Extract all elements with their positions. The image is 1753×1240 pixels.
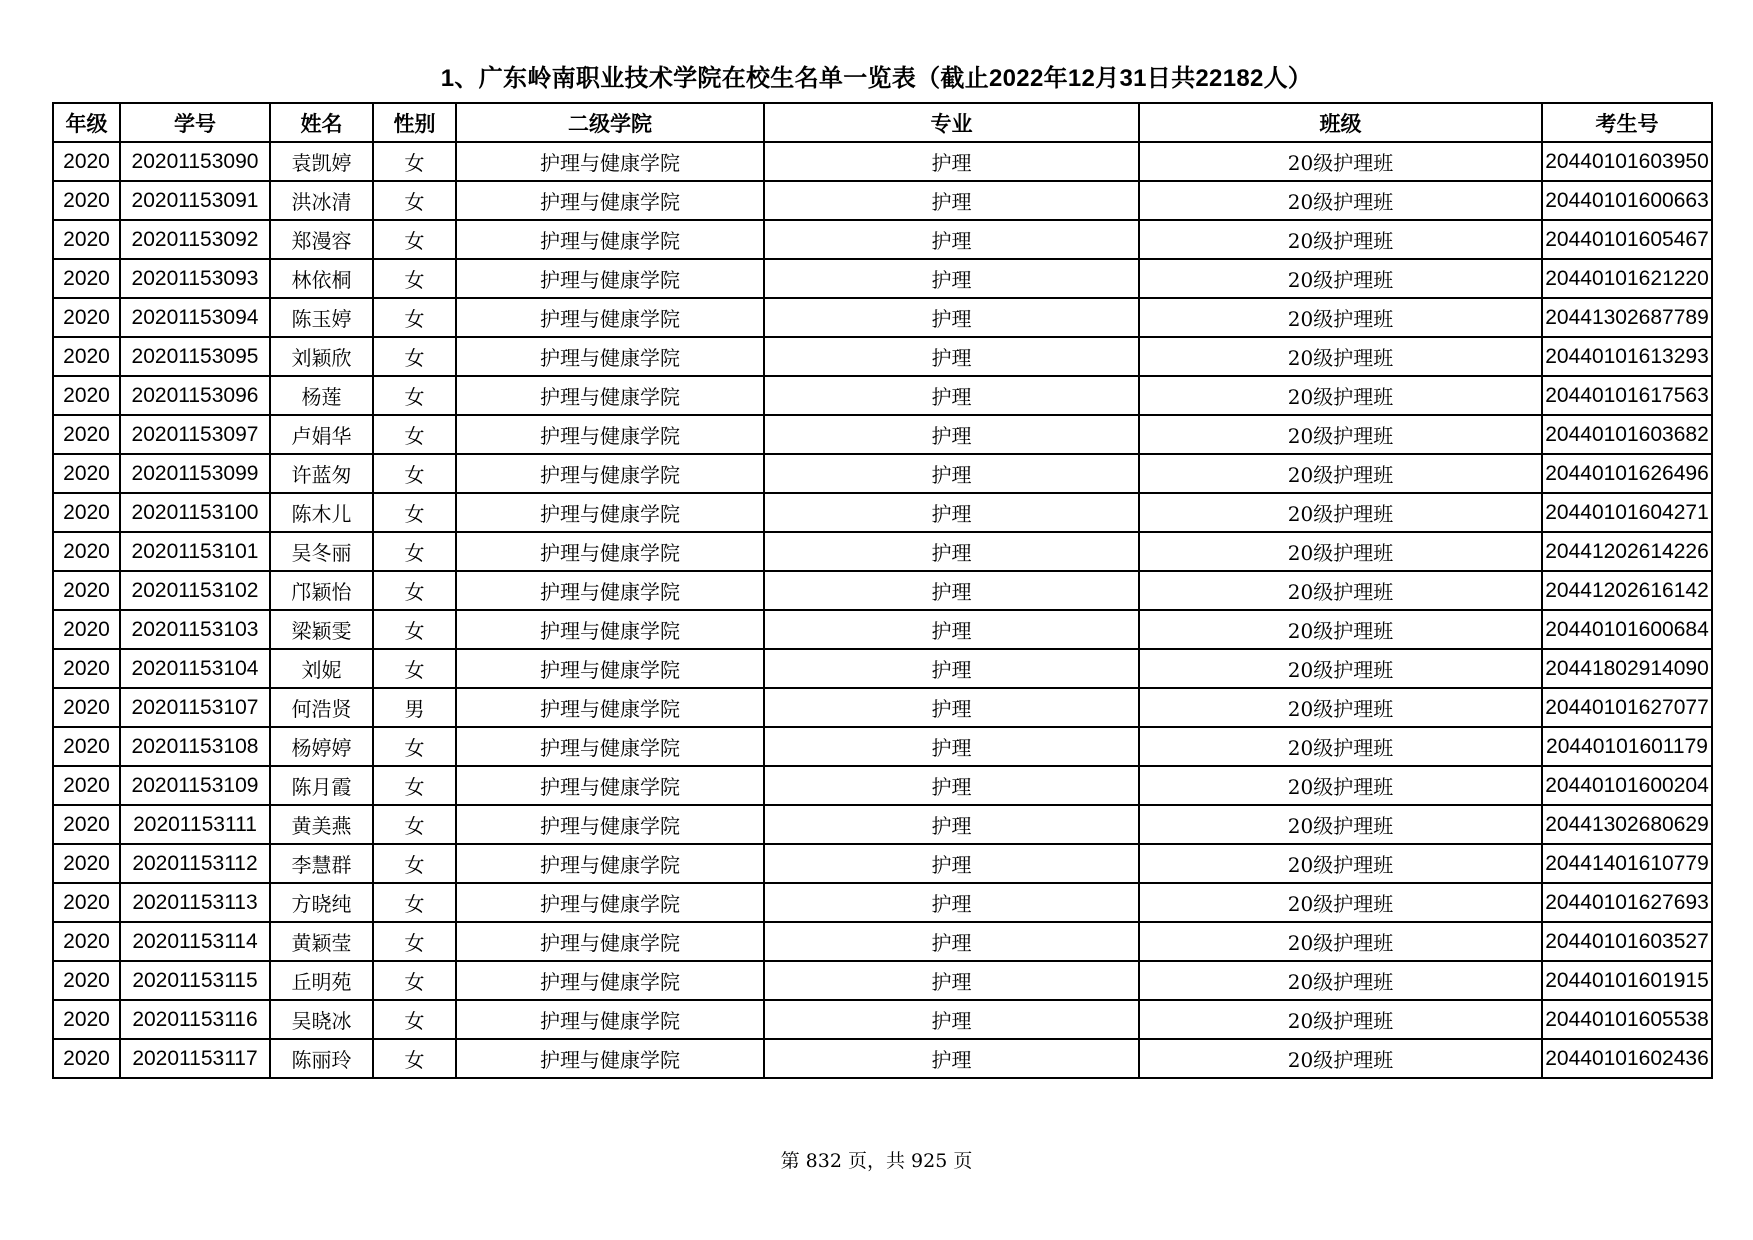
table-row <box>53 649 1712 688</box>
name-cell: 邝颖怡 <box>270 571 373 610</box>
class-cell: 20级护理班 <box>1139 337 1542 376</box>
class-cell: 20级护理班 <box>1139 805 1542 844</box>
grade-cell: 2020 <box>53 961 120 1000</box>
gender-cell: 女 <box>373 1000 456 1039</box>
grade-cell: 2020 <box>53 844 120 883</box>
gender-cell: 女 <box>373 142 456 181</box>
header-gender: 性别 <box>373 103 456 142</box>
class-cell: 20级护理班 <box>1139 922 1542 961</box>
gender-cell: 女 <box>373 883 456 922</box>
gender-cell: 女 <box>373 493 456 532</box>
grade-cell: 2020 <box>53 415 120 454</box>
class-cell: 20级护理班 <box>1139 766 1542 805</box>
name-cell: 杨婷婷 <box>270 727 373 766</box>
student-roster-table <box>52 102 1713 1079</box>
college-cell: 护理与健康学院 <box>456 883 764 922</box>
grade-cell: 2020 <box>53 571 120 610</box>
student-id-cell: 20201153102 <box>120 571 270 610</box>
grade-cell: 2020 <box>53 688 120 727</box>
class-cell: 20级护理班 <box>1139 493 1542 532</box>
class-cell: 20级护理班 <box>1139 571 1542 610</box>
class-cell: 20级护理班 <box>1139 376 1542 415</box>
student-id-cell: 20201153104 <box>120 649 270 688</box>
college-cell: 护理与健康学院 <box>456 142 764 181</box>
student-id-cell: 20201153101 <box>120 532 270 571</box>
exam-number-cell: 20440101626496 <box>1542 454 1712 493</box>
college-cell: 护理与健康学院 <box>456 1039 764 1078</box>
student-id-cell: 20201153111 <box>120 805 270 844</box>
table-row <box>53 883 1712 922</box>
name-cell: 郑漫容 <box>270 220 373 259</box>
table-row <box>53 259 1712 298</box>
table-row <box>53 376 1712 415</box>
gender-cell: 女 <box>373 181 456 220</box>
student-id-cell: 20201153103 <box>120 610 270 649</box>
class-cell: 20级护理班 <box>1139 142 1542 181</box>
student-id-cell: 20201153108 <box>120 727 270 766</box>
gender-cell: 女 <box>373 922 456 961</box>
major-cell: 护理 <box>764 454 1139 493</box>
class-cell: 20级护理班 <box>1139 649 1542 688</box>
student-id-cell: 20201153095 <box>120 337 270 376</box>
exam-number-cell: 20440101603682 <box>1542 415 1712 454</box>
class-cell: 20级护理班 <box>1139 688 1542 727</box>
table-row <box>53 571 1712 610</box>
gender-cell: 女 <box>373 844 456 883</box>
exam-number-cell: 20441202614226 <box>1542 532 1712 571</box>
college-cell: 护理与健康学院 <box>456 1000 764 1039</box>
major-cell: 护理 <box>764 220 1139 259</box>
class-cell: 20级护理班 <box>1139 454 1542 493</box>
name-cell: 黄颖莹 <box>270 922 373 961</box>
student-id-cell: 20201153115 <box>120 961 270 1000</box>
gender-cell: 男 <box>373 688 456 727</box>
major-cell: 护理 <box>764 1000 1139 1039</box>
major-cell: 护理 <box>764 376 1139 415</box>
exam-number-cell: 20441202616142 <box>1542 571 1712 610</box>
class-cell: 20级护理班 <box>1139 610 1542 649</box>
college-cell: 护理与健康学院 <box>456 922 764 961</box>
major-cell: 护理 <box>764 493 1139 532</box>
name-cell: 洪冰清 <box>270 181 373 220</box>
major-cell: 护理 <box>764 532 1139 571</box>
table-row <box>53 766 1712 805</box>
header-college: 二级学院 <box>456 103 764 142</box>
student-id-cell: 20201153117 <box>120 1039 270 1078</box>
exam-number-cell: 20440101600204 <box>1542 766 1712 805</box>
name-cell: 卢娟华 <box>270 415 373 454</box>
grade-cell: 2020 <box>53 922 120 961</box>
table-row <box>53 415 1712 454</box>
gender-cell: 女 <box>373 532 456 571</box>
table-row <box>53 961 1712 1000</box>
major-cell: 护理 <box>764 727 1139 766</box>
major-cell: 护理 <box>764 1039 1139 1078</box>
major-cell: 护理 <box>764 922 1139 961</box>
exam-number-cell: 20440101627077 <box>1542 688 1712 727</box>
grade-cell: 2020 <box>53 298 120 337</box>
gender-cell: 女 <box>373 454 456 493</box>
exam-number-cell: 20441802914090 <box>1542 649 1712 688</box>
table-row <box>53 181 1712 220</box>
exam-number-cell: 20440101601179 <box>1542 727 1712 766</box>
college-cell: 护理与健康学院 <box>456 571 764 610</box>
gender-cell: 女 <box>373 376 456 415</box>
exam-number-cell: 20440101605467 <box>1542 220 1712 259</box>
header-student-id: 学号 <box>120 103 270 142</box>
major-cell: 护理 <box>764 688 1139 727</box>
grade-cell: 2020 <box>53 337 120 376</box>
table-row <box>53 727 1712 766</box>
student-id-cell: 20201153099 <box>120 454 270 493</box>
table-row <box>53 844 1712 883</box>
college-cell: 护理与健康学院 <box>456 298 764 337</box>
table-row <box>53 220 1712 259</box>
college-cell: 护理与健康学院 <box>456 727 764 766</box>
grade-cell: 2020 <box>53 610 120 649</box>
gender-cell: 女 <box>373 805 456 844</box>
grade-cell: 2020 <box>53 493 120 532</box>
grade-cell: 2020 <box>53 883 120 922</box>
name-cell: 杨莲 <box>270 376 373 415</box>
name-cell: 李慧群 <box>270 844 373 883</box>
student-id-cell: 20201153116 <box>120 1000 270 1039</box>
gender-cell: 女 <box>373 961 456 1000</box>
name-cell: 陈木儿 <box>270 493 373 532</box>
table-row <box>53 805 1712 844</box>
major-cell: 护理 <box>764 259 1139 298</box>
grade-cell: 2020 <box>53 1039 120 1078</box>
exam-number-cell: 20440101605538 <box>1542 1000 1712 1039</box>
name-cell: 吴晓冰 <box>270 1000 373 1039</box>
exam-number-cell: 20440101603950 <box>1542 142 1712 181</box>
college-cell: 护理与健康学院 <box>456 376 764 415</box>
gender-cell: 女 <box>373 220 456 259</box>
class-cell: 20级护理班 <box>1139 961 1542 1000</box>
major-cell: 护理 <box>764 571 1139 610</box>
grade-cell: 2020 <box>53 766 120 805</box>
name-cell: 吴冬丽 <box>270 532 373 571</box>
major-cell: 护理 <box>764 649 1139 688</box>
grade-cell: 2020 <box>53 805 120 844</box>
name-cell: 刘颖欣 <box>270 337 373 376</box>
class-cell: 20级护理班 <box>1139 220 1542 259</box>
gender-cell: 女 <box>373 1039 456 1078</box>
exam-number-cell: 20441302680629 <box>1542 805 1712 844</box>
gender-cell: 女 <box>373 337 456 376</box>
page-number-footer: 第 832 页，共 925 页 <box>780 1150 973 1172</box>
student-id-cell: 20201153107 <box>120 688 270 727</box>
grade-cell: 2020 <box>53 220 120 259</box>
gender-cell: 女 <box>373 649 456 688</box>
gender-cell: 女 <box>373 571 456 610</box>
major-cell: 护理 <box>764 766 1139 805</box>
student-id-cell: 20201153090 <box>120 142 270 181</box>
grade-cell: 2020 <box>53 532 120 571</box>
college-cell: 护理与健康学院 <box>456 805 764 844</box>
name-cell: 林依桐 <box>270 259 373 298</box>
student-id-cell: 20201153096 <box>120 376 270 415</box>
exam-number-cell: 20440101600663 <box>1542 181 1712 220</box>
name-cell: 方晓纯 <box>270 883 373 922</box>
header-major: 专业 <box>764 103 1139 142</box>
college-cell: 护理与健康学院 <box>456 259 764 298</box>
table-row <box>53 1000 1712 1039</box>
header-exam-number: 考生号 <box>1542 103 1712 142</box>
gender-cell: 女 <box>373 259 456 298</box>
exam-number-cell: 20441401610779 <box>1542 844 1712 883</box>
exam-number-cell: 20440101621220 <box>1542 259 1712 298</box>
class-cell: 20级护理班 <box>1139 727 1542 766</box>
student-id-cell: 20201153097 <box>120 415 270 454</box>
grade-cell: 2020 <box>53 454 120 493</box>
class-cell: 20级护理班 <box>1139 259 1542 298</box>
name-cell: 陈丽玲 <box>270 1039 373 1078</box>
gender-cell: 女 <box>373 415 456 454</box>
table-row <box>53 1039 1712 1078</box>
class-cell: 20级护理班 <box>1139 1000 1542 1039</box>
college-cell: 护理与健康学院 <box>456 181 764 220</box>
table-row <box>53 142 1712 181</box>
student-id-cell: 20201153091 <box>120 181 270 220</box>
college-cell: 护理与健康学院 <box>456 766 764 805</box>
major-cell: 护理 <box>764 298 1139 337</box>
major-cell: 护理 <box>764 181 1139 220</box>
page-title: 1、广东岭南职业技术学院在校生名单一览表（截止2022年12月31日共22182人） <box>440 65 1313 92</box>
college-cell: 护理与健康学院 <box>456 493 764 532</box>
college-cell: 护理与健康学院 <box>456 961 764 1000</box>
grade-cell: 2020 <box>53 376 120 415</box>
name-cell: 许蓝匆 <box>270 454 373 493</box>
name-cell: 袁凯婷 <box>270 142 373 181</box>
table-row <box>53 337 1712 376</box>
exam-number-cell: 20440101604271 <box>1542 493 1712 532</box>
exam-number-cell: 20440101601915 <box>1542 961 1712 1000</box>
grade-cell: 2020 <box>53 181 120 220</box>
major-cell: 护理 <box>764 844 1139 883</box>
table-row <box>53 493 1712 532</box>
exam-number-cell: 20440101613293 <box>1542 337 1712 376</box>
name-cell: 陈月霞 <box>270 766 373 805</box>
table-header-row <box>53 103 1712 142</box>
college-cell: 护理与健康学院 <box>456 337 764 376</box>
major-cell: 护理 <box>764 610 1139 649</box>
college-cell: 护理与健康学院 <box>456 454 764 493</box>
gender-cell: 女 <box>373 766 456 805</box>
college-cell: 护理与健康学院 <box>456 844 764 883</box>
grade-cell: 2020 <box>53 649 120 688</box>
name-cell: 陈玉婷 <box>270 298 373 337</box>
college-cell: 护理与健康学院 <box>456 649 764 688</box>
grade-cell: 2020 <box>53 1000 120 1039</box>
college-cell: 护理与健康学院 <box>456 220 764 259</box>
student-id-cell: 20201153109 <box>120 766 270 805</box>
name-cell: 梁颖雯 <box>270 610 373 649</box>
name-cell: 丘明苑 <box>270 961 373 1000</box>
student-id-cell: 20201153094 <box>120 298 270 337</box>
table-row <box>53 454 1712 493</box>
table-row <box>53 922 1712 961</box>
college-cell: 护理与健康学院 <box>456 532 764 571</box>
header-grade: 年级 <box>53 103 120 142</box>
grade-cell: 2020 <box>53 727 120 766</box>
student-id-cell: 20201153113 <box>120 883 270 922</box>
header-class: 班级 <box>1139 103 1542 142</box>
class-cell: 20级护理班 <box>1139 844 1542 883</box>
name-cell: 黄美燕 <box>270 805 373 844</box>
table-row <box>53 688 1712 727</box>
major-cell: 护理 <box>764 805 1139 844</box>
grade-cell: 2020 <box>53 259 120 298</box>
student-id-cell: 20201153093 <box>120 259 270 298</box>
class-cell: 20级护理班 <box>1139 415 1542 454</box>
major-cell: 护理 <box>764 337 1139 376</box>
class-cell: 20级护理班 <box>1139 298 1542 337</box>
gender-cell: 女 <box>373 298 456 337</box>
student-id-cell: 20201153114 <box>120 922 270 961</box>
college-cell: 护理与健康学院 <box>456 415 764 454</box>
exam-number-cell: 20440101617563 <box>1542 376 1712 415</box>
table-row <box>53 298 1712 337</box>
exam-number-cell: 20440101627693 <box>1542 883 1712 922</box>
table-body <box>53 142 1712 1078</box>
gender-cell: 女 <box>373 610 456 649</box>
class-cell: 20级护理班 <box>1139 532 1542 571</box>
major-cell: 护理 <box>764 142 1139 181</box>
gender-cell: 女 <box>373 727 456 766</box>
class-cell: 20级护理班 <box>1139 883 1542 922</box>
student-id-cell: 20201153092 <box>120 220 270 259</box>
student-id-cell: 20201153100 <box>120 493 270 532</box>
exam-number-cell: 20440101603527 <box>1542 922 1712 961</box>
table-row <box>53 532 1712 571</box>
exam-number-cell: 20440101600684 <box>1542 610 1712 649</box>
college-cell: 护理与健康学院 <box>456 688 764 727</box>
exam-number-cell: 20440101602436 <box>1542 1039 1712 1078</box>
class-cell: 20级护理班 <box>1139 1039 1542 1078</box>
table-row <box>53 610 1712 649</box>
header-name: 姓名 <box>270 103 373 142</box>
grade-cell: 2020 <box>53 142 120 181</box>
college-cell: 护理与健康学院 <box>456 610 764 649</box>
student-id-cell: 20201153112 <box>120 844 270 883</box>
major-cell: 护理 <box>764 883 1139 922</box>
class-cell: 20级护理班 <box>1139 181 1542 220</box>
exam-number-cell: 20441302687789 <box>1542 298 1712 337</box>
major-cell: 护理 <box>764 961 1139 1000</box>
name-cell: 何浩贤 <box>270 688 373 727</box>
name-cell: 刘妮 <box>270 649 373 688</box>
major-cell: 护理 <box>764 415 1139 454</box>
